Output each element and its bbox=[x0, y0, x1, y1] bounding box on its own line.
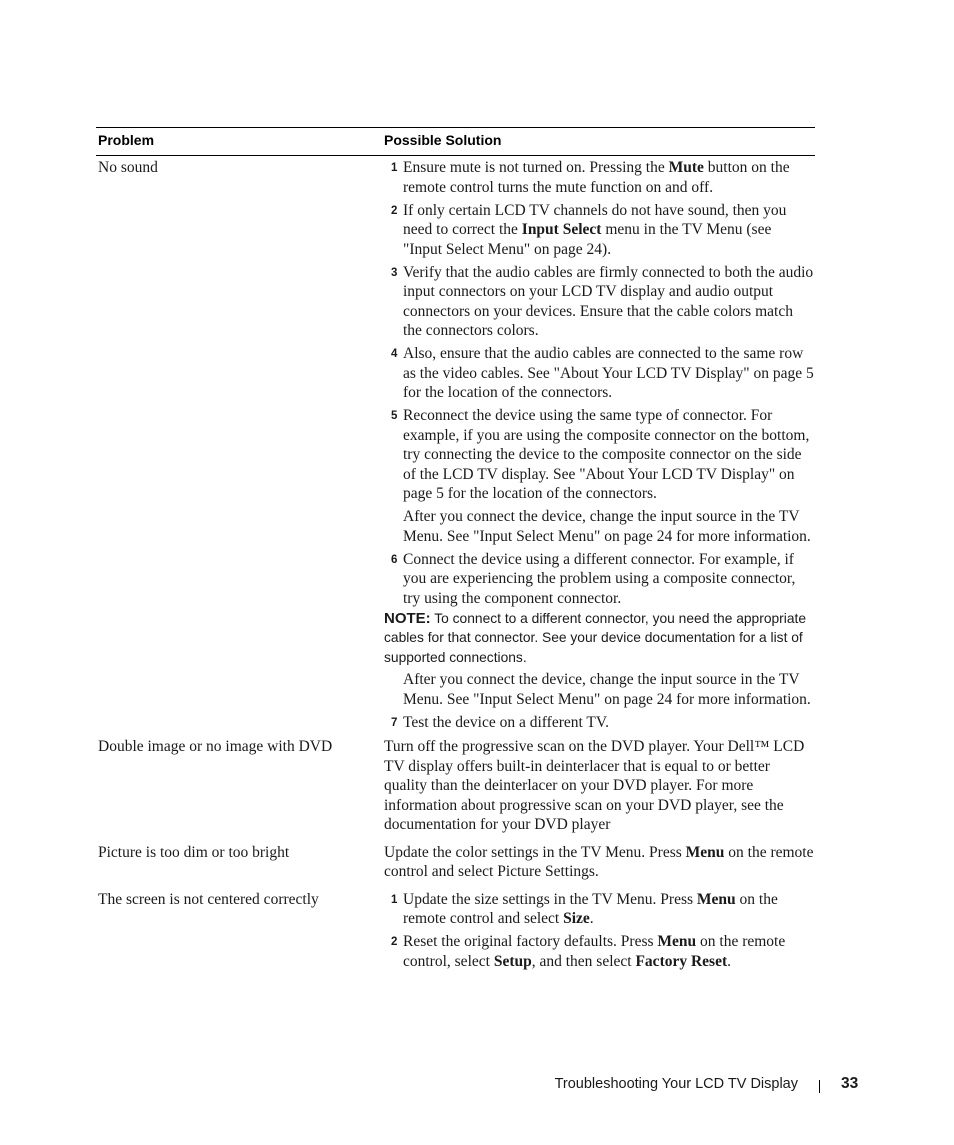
solution-text: Update the color settings in the TV Menu. Press Menu on the remote control and select Picture Settings. bbox=[384, 843, 814, 880]
step-number: 2 bbox=[391, 936, 398, 948]
bold-term: Size bbox=[563, 910, 590, 927]
step-number: 3 bbox=[391, 266, 398, 279]
step-number: 1 bbox=[391, 162, 398, 174]
table-body bbox=[96, 158, 815, 971]
problem-cell: Double image or no image with DVD bbox=[98, 738, 333, 755]
step-text: If only certain LCD TV channels do not have sound, then you need to correct the Input Select menu in the TV Menu (see "Input Select Menu" on page 24). bbox=[403, 201, 787, 258]
step-text: Reset the original factory defaults. Press Menu on the remote control, select Setup, and then select Factory Reset. bbox=[403, 933, 786, 970]
solution-step bbox=[384, 158, 814, 197]
solution-step bbox=[384, 263, 814, 341]
solution-step bbox=[384, 713, 814, 733]
step-text: Ensure mute is not turned on. Pressing the Mute button on the remote control turns the mute function on and off. bbox=[403, 159, 790, 196]
solution-cell bbox=[384, 890, 814, 972]
solution-step bbox=[384, 344, 814, 403]
bold-term: Mute bbox=[668, 159, 704, 176]
table-header bbox=[96, 127, 815, 156]
problem-cell: The screen is not centered correctly bbox=[98, 890, 319, 908]
step-text: Reconnect the device using the same type of connector. For example, if you are using the composite connector on the bottom, try connecting the device to the composite connector on the side of the LCD TV display. See "About Your LCD TV Display" on page 5 for the location of the connectors. bbox=[403, 407, 810, 502]
table-row bbox=[96, 737, 815, 835]
solution-step bbox=[384, 201, 814, 260]
step-followup-text: After you connect the device, change the input source in the TV Menu. See "Input Select Menu" on page 24 for more information. bbox=[403, 508, 811, 545]
solution-step bbox=[384, 932, 814, 971]
note-text: To connect to a different connector, you need the appropriate cables for that connector. See your device documentation for a list of supported connections. bbox=[384, 610, 807, 665]
page-number: 33 bbox=[841, 1075, 859, 1092]
problem-column-header: Problem bbox=[98, 132, 155, 148]
step-number: 4 bbox=[391, 348, 398, 360]
solution-cell bbox=[384, 737, 814, 835]
bold-term: Setup bbox=[493, 952, 532, 970]
page-footer bbox=[0, 1076, 954, 1098]
step-number: 5 bbox=[391, 410, 398, 422]
step-number: 7 bbox=[391, 716, 398, 729]
step-text: Connect the device using a different connector. For example, if you are experiencing the problem using a composite connector, try using the component connector. bbox=[403, 550, 796, 607]
bold-term: Menu bbox=[696, 890, 736, 908]
step-followup-text: After you connect the device, change the input source in the TV Menu. See "Input Select Menu" on page 24 for more information. bbox=[403, 671, 811, 708]
note-label: NOTE: bbox=[384, 609, 431, 627]
troubleshooting-table bbox=[96, 127, 815, 975]
solution-step bbox=[384, 406, 814, 504]
solution-text: Turn off the progressive scan on the DVD player. Your Dell™ LCD TV display offers built-in deinterlacer that is equal to or better quality than the deinterlacer on your DVD player. For more information about progressive scan on your DVD player, see the documentation for your DVD player bbox=[384, 738, 805, 833]
problem-cell: Picture is too dim or too bright bbox=[98, 843, 290, 861]
note-callout bbox=[384, 609, 814, 668]
table-row bbox=[96, 843, 815, 882]
step-number: 6 bbox=[391, 553, 398, 566]
solution-cell bbox=[384, 843, 814, 882]
bold-term: Menu bbox=[657, 933, 697, 950]
footer-separator bbox=[819, 1080, 820, 1093]
bold-term: Input Select bbox=[521, 221, 602, 238]
solution-step bbox=[384, 550, 814, 609]
step-text: Also, ensure that the audio cables are connected to the same row as the video cables. See "About Your LCD TV Display" on page 5 for the location of the connectors. bbox=[403, 345, 814, 401]
step-text: Test the device on a different TV. bbox=[403, 713, 609, 731]
step-text: Update the size settings in the TV Menu. Press Menu on the remote control and select Size. bbox=[403, 890, 778, 927]
problem-cell: No sound bbox=[98, 159, 158, 176]
solution-column-header: Possible Solution bbox=[384, 132, 502, 148]
solution-cell bbox=[384, 158, 814, 732]
step-number: 2 bbox=[391, 204, 398, 217]
table-row bbox=[96, 158, 815, 732]
bold-term: Factory Reset bbox=[635, 952, 728, 970]
solution-step bbox=[384, 890, 814, 929]
step-text: Verify that the audio cables are firmly connected to both the audio input connectors on your LCD TV display and audio output connectors on your devices. Ensure that the cable colors match the connectors colors. bbox=[403, 263, 814, 339]
step-number: 1 bbox=[391, 893, 398, 906]
footer-title: Troubleshooting Your LCD TV Display bbox=[554, 1076, 798, 1092]
table-row bbox=[96, 890, 815, 972]
bold-term: Menu bbox=[685, 843, 725, 861]
